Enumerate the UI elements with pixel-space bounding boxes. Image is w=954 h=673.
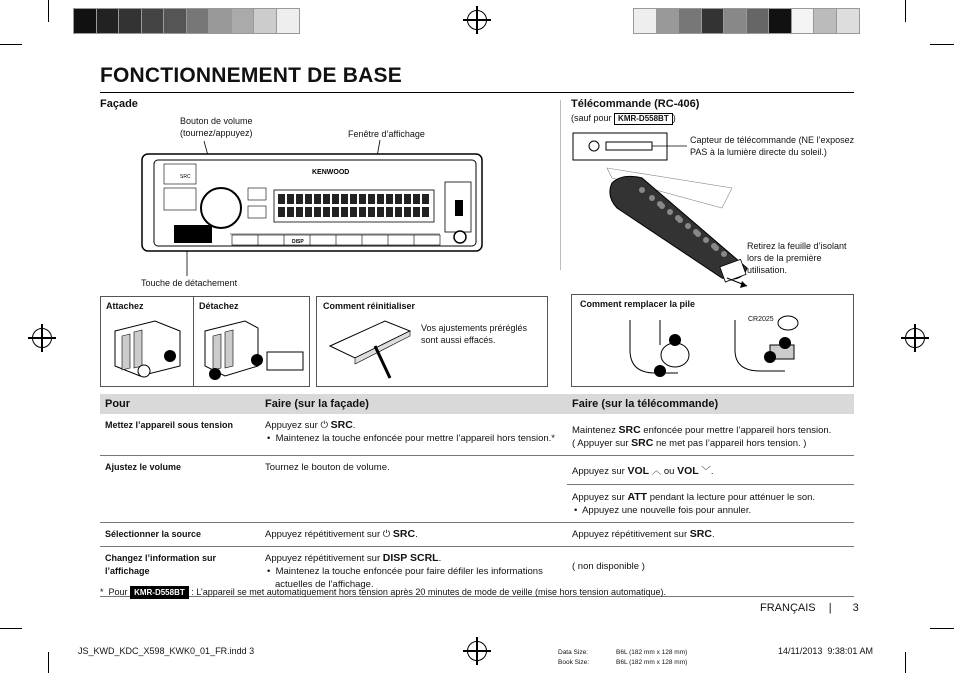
- key-label: SRC: [631, 437, 654, 449]
- reset-title: Comment réinitialiser: [323, 301, 416, 311]
- lcd-segment: [296, 194, 303, 204]
- bullet-text: Maintenez la touche enfoncée pour faire défiler les informations actuelles de l’affichage.: [275, 566, 543, 590]
- registration-mark-icon: [467, 641, 487, 661]
- key-label: ATT: [627, 491, 648, 503]
- action-cell: Ajustez le volume: [100, 456, 260, 523]
- crop-mark: [905, 652, 906, 673]
- remote-cell: [567, 414, 854, 456]
- src-key-label: SRC: [180, 174, 191, 180]
- remote-cell: Appuyez sur VOL ︿ ou VOL ﹀. Appuyez sur ATT pendant la lecture pour atténuer le son. • Appuyez une nouvelle fois pour annuler.: [567, 456, 854, 523]
- col-header-remote: Faire (sur la télécommande): [567, 394, 854, 414]
- lcd-segment: [404, 207, 411, 217]
- lcd-segment: [413, 194, 420, 204]
- instruction-text: Maintenez: [572, 425, 616, 436]
- lcd-segment: [368, 194, 375, 204]
- color-swatch: [231, 8, 255, 34]
- action-cell: Sélectionner la source: [100, 523, 260, 547]
- key-label: VOL: [627, 465, 650, 477]
- remote-button: [711, 243, 717, 249]
- page-footer: [760, 602, 859, 614]
- bullet-note: • Appuyez une nouvelle fois pour annuler.: [574, 505, 752, 516]
- front-cell: Appuyez répétitivement sur DISP SCRL. • Maintenez la touche enfoncée pour faire défiler les informations actuelles de l’affichage.: [260, 547, 567, 597]
- action-cell: Mettez l’appareil sous tension: [100, 414, 260, 456]
- time-text: 9:38:01 AM: [827, 646, 873, 656]
- color-swatch: [656, 8, 680, 34]
- lcd-segment: [404, 194, 411, 204]
- lcd-segment: [377, 194, 384, 204]
- lcd-segment: [422, 207, 429, 217]
- color-swatch: [836, 8, 860, 34]
- lcd-segment: [395, 194, 402, 204]
- color-swatch: [253, 8, 277, 34]
- car-stereo-front-panel: [140, 128, 485, 288]
- remote-heading: Télécommande (RC-406): [571, 98, 700, 110]
- except-prefix: (sauf pour: [571, 113, 612, 123]
- data-size-label: Data Size:: [558, 649, 588, 656]
- lcd-segment: [413, 207, 420, 217]
- footnote-marker: *: [100, 587, 104, 597]
- lcd-segment: [323, 207, 330, 217]
- instruction-text: ne met pas l’appareil hors tension. ): [655, 438, 807, 449]
- color-swatch: [746, 8, 770, 34]
- power-icon: ⏻: [320, 420, 328, 431]
- lcd-segment: [359, 207, 366, 217]
- color-swatch: [276, 8, 300, 34]
- key-label: SRC: [618, 424, 641, 436]
- insulation-sheet-label: Retirez la feuille d’isolant lors de la première utilisation.: [747, 241, 847, 275]
- remote-cell: Appuyez répétitivement sur SRC.: [567, 523, 854, 547]
- brand-logo: KENWOOD: [312, 169, 350, 176]
- lcd-segment: [386, 207, 393, 217]
- lcd-segment: [314, 194, 321, 204]
- crop-mark: [930, 44, 954, 45]
- chevron-up-icon: ︿: [651, 466, 662, 477]
- panel-divider: [193, 296, 194, 387]
- remote-button: [675, 215, 681, 221]
- lcd-segment: [332, 194, 339, 204]
- color-swatch: [186, 8, 210, 34]
- battery-illustration: [620, 315, 800, 380]
- instruction-text: Appuyez répétitivement sur: [265, 553, 381, 564]
- page-number: 3: [852, 602, 859, 614]
- remote-button: [685, 223, 691, 229]
- action-cell: Changez l’information sur l’affichage: [100, 547, 260, 597]
- lcd-segment: [287, 207, 294, 217]
- model-badge: KMR-D558BT: [614, 113, 673, 125]
- battery-type-label: CR2025: [748, 316, 774, 323]
- print-date: [778, 646, 873, 656]
- detach-label: Détachez: [199, 301, 239, 311]
- instruction-text: Appuyez sur: [572, 466, 625, 477]
- except-suffix: ): [672, 113, 676, 123]
- instruction-text: pendant la lecture pour atténuer le son.: [649, 492, 816, 503]
- remote-button: [649, 195, 655, 201]
- lcd-segment: [377, 207, 384, 217]
- instruction-text: enfoncée pour mettre l’appareil hors tension.: [643, 425, 832, 436]
- attach-label: Attachez: [106, 301, 144, 311]
- remote-button: [693, 229, 699, 235]
- registration-mark-icon: [905, 328, 925, 348]
- detach-button-label: Touche de détachement: [141, 278, 238, 288]
- lcd-segment: [422, 194, 429, 204]
- crop-mark: [48, 652, 49, 673]
- col-header-for: Pour: [100, 394, 260, 414]
- operations-table: [100, 394, 854, 597]
- data-size-value: B6L (182 mm x 128 mm): [616, 649, 688, 656]
- book-size-value: B6L (182 mm x 128 mm): [616, 659, 688, 666]
- lcd-segment: [323, 194, 330, 204]
- separator: |: [828, 602, 832, 614]
- lcd-segment: [395, 207, 402, 217]
- key-label: SRC: [689, 528, 712, 540]
- table-row: [100, 456, 854, 523]
- color-swatch: [73, 8, 97, 34]
- lcd-segment: [305, 194, 312, 204]
- remote-button: [721, 251, 727, 257]
- lcd-segment: [341, 194, 348, 204]
- lcd-segment: [341, 207, 348, 217]
- color-swatch: [701, 8, 725, 34]
- key-label: SRC: [330, 419, 353, 431]
- remote-cell: ( non disponible ): [567, 547, 854, 597]
- print-file-name: JS_KWD_KDC_X598_KWK0_01_FR.indd 3: [78, 646, 255, 656]
- lcd-segment: [350, 194, 357, 204]
- remote-sensor-label: Capteur de télécommande (NE l’exposez PAS à la lumière directe du soleil.): [690, 135, 855, 157]
- col-header-front: Faire (sur la façade): [260, 394, 567, 414]
- instruction-text: Appuyez sur: [265, 420, 318, 431]
- crop-mark: [0, 44, 22, 45]
- table-row: [100, 523, 854, 547]
- language-label: FRANÇAIS: [760, 602, 816, 614]
- crop-mark: [0, 628, 22, 629]
- crop-mark: [930, 628, 954, 629]
- color-swatch: [633, 8, 657, 34]
- lcd-segment: [305, 207, 312, 217]
- display-window-label: Fenêtre d’affichage: [348, 129, 425, 139]
- remote-button: [657, 201, 663, 207]
- bullet-note: • Maintenez la touche enfoncée pour faire défiler les informations actuelles de l’affichage.: [267, 566, 543, 590]
- front-cell: Tournez le bouton de volume.: [260, 456, 567, 523]
- column-divider: [560, 100, 561, 270]
- remote-button: [639, 187, 645, 193]
- model-badge: KMR-D558BT: [130, 586, 189, 599]
- lcd-segment: [278, 194, 285, 204]
- facade-heading: Façade: [100, 98, 138, 110]
- color-swatch: [118, 8, 142, 34]
- volume-knob-label: Bouton de volume (tournez/appuyez): [180, 116, 253, 138]
- reset-illustration: [325, 316, 415, 381]
- lcd-segment: [359, 194, 366, 204]
- instruction-text: Appuyez répétitivement sur: [265, 529, 381, 540]
- color-swatch: [768, 8, 792, 34]
- lcd-segment: [368, 207, 375, 217]
- footnote: [100, 586, 666, 599]
- instruction-text: Appuyez sur: [572, 492, 625, 503]
- instruction-text: ( Appuyer sur: [572, 438, 629, 449]
- registration-mark-icon: [32, 328, 52, 348]
- remote-button: [703, 237, 709, 243]
- crop-mark: [905, 0, 906, 22]
- color-swatch: [791, 8, 815, 34]
- crop-mark: [48, 0, 49, 22]
- lcd-segment: [278, 207, 285, 217]
- remote-button: [667, 209, 673, 215]
- color-swatch: [208, 8, 232, 34]
- bullet-text: Appuyez une nouvelle fois pour annuler.: [582, 505, 752, 516]
- lcd-segment: [314, 207, 321, 217]
- remote-exception-note: [571, 112, 676, 125]
- lcd-segment: [287, 194, 294, 204]
- key-label: DISP SCRL: [382, 552, 439, 564]
- key-label: SRC: [392, 528, 416, 540]
- book-size-label: Book Size:: [558, 659, 590, 666]
- page-title: FONCTIONNEMENT DE BASE: [100, 64, 402, 87]
- table-row: [100, 414, 854, 456]
- detach-illustration: [203, 316, 308, 381]
- title-rule: [100, 92, 854, 93]
- lcd-segment: [296, 207, 303, 217]
- color-swatch: [163, 8, 187, 34]
- lcd-segment: [350, 207, 357, 217]
- bullet-note: • Maintenez la touche enfoncée pour mettre l’appareil hors tension.*: [267, 433, 555, 444]
- color-swatch: [678, 8, 702, 34]
- reset-note: Vos ajustements préréglés sont aussi effacés.: [421, 323, 528, 345]
- instruction-text: ou: [663, 466, 675, 477]
- color-swatch: [813, 8, 837, 34]
- color-swatch: [141, 8, 165, 34]
- battery-title: Comment remplacer la pile: [580, 299, 696, 309]
- attach-illustration: [110, 316, 185, 381]
- power-icon: ⏻: [382, 529, 391, 540]
- instruction-text: Appuyez répétitivement sur: [572, 529, 688, 540]
- registration-mark-icon: [467, 10, 487, 30]
- color-swatch: [723, 8, 747, 34]
- front-cell: Appuyez sur ⏻ SRC. • Maintenez la touche enfoncée pour mettre l’appareil hors tension.*: [260, 414, 567, 456]
- chevron-down-icon: ﹀: [701, 466, 711, 477]
- color-swatch: [96, 8, 120, 34]
- date-text: 14/11/2013: [778, 646, 823, 656]
- bullet-text: Maintenez la touche enfoncée pour mettre l’appareil hors tension.*: [275, 433, 555, 444]
- disp-key-label: DISP: [292, 239, 304, 245]
- front-cell: Appuyez répétitivement sur ⏻ SRC.: [260, 523, 567, 547]
- key-label: VOL: [677, 465, 699, 477]
- lcd-segment: [332, 207, 339, 217]
- lcd-segment: [386, 194, 393, 204]
- footnote-prefix: Pour: [108, 587, 128, 597]
- footnote-text: : L’appareil se met automatiquement hors tension après 20 minutes de mode de veille (mise hors tension automatique).: [191, 587, 667, 597]
